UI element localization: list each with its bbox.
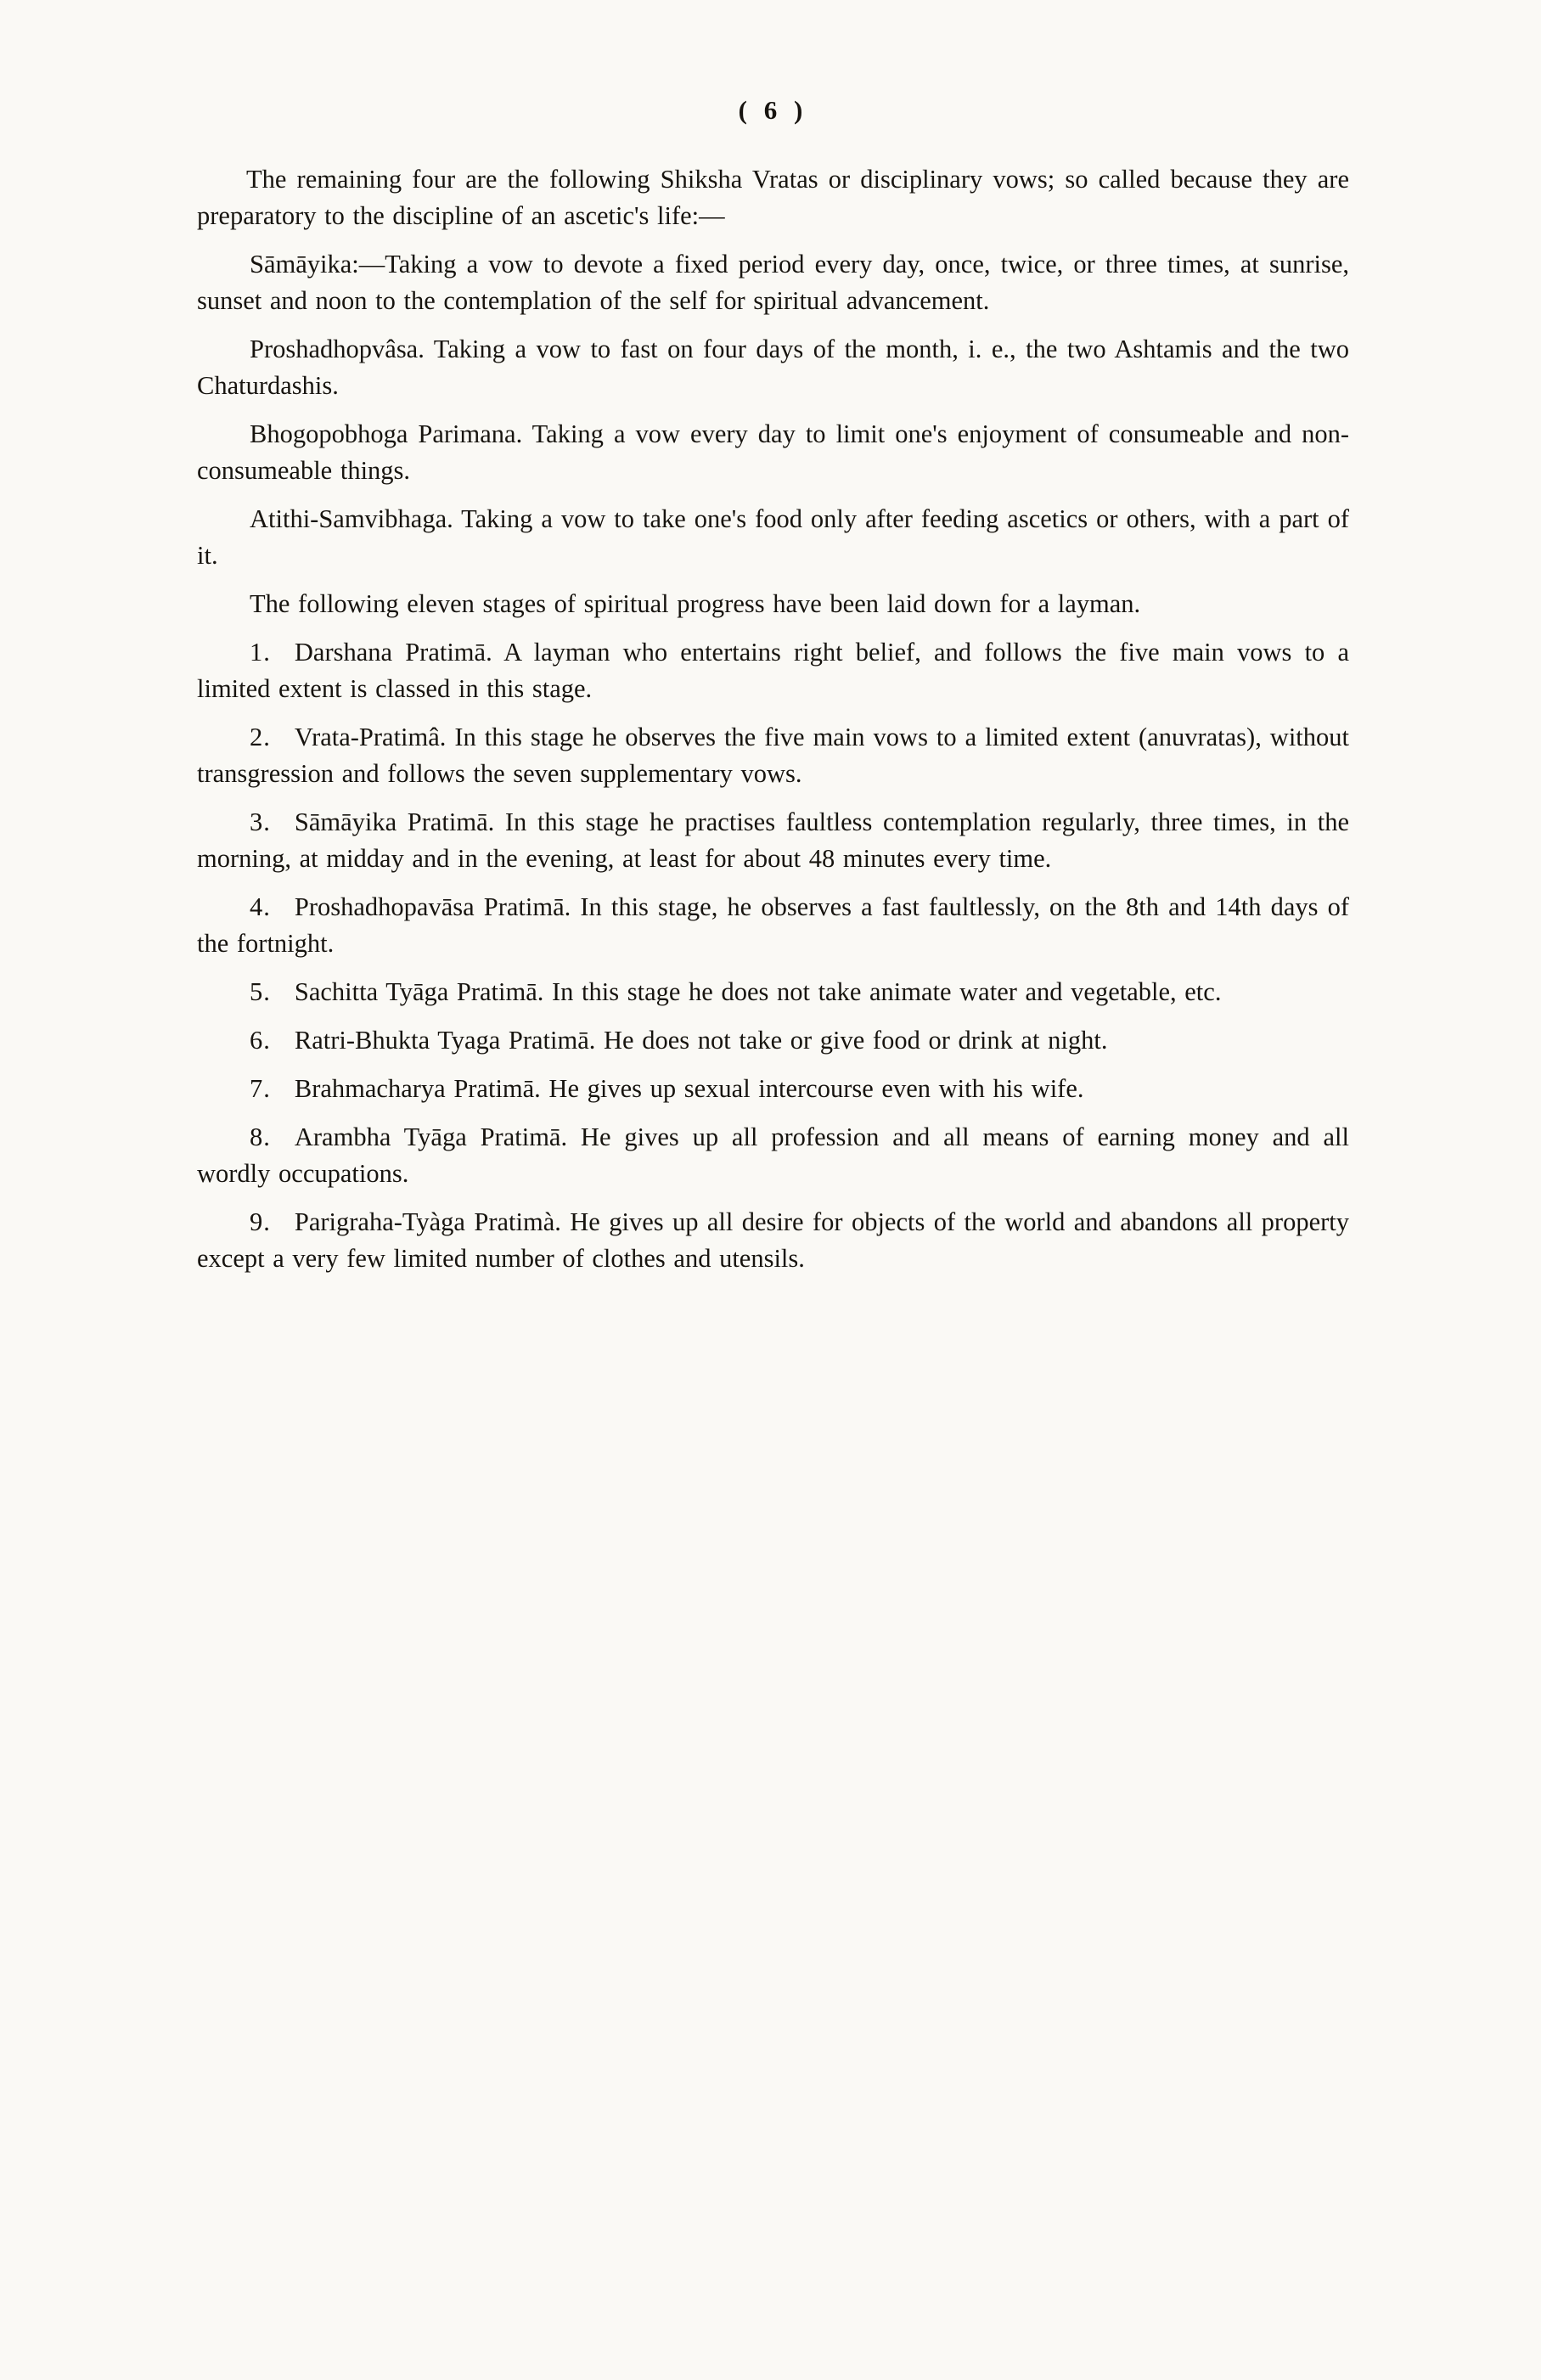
stage-text: Sāmāyika Pratimā. In this stage he practises faultless contemplation regularly, three times, in the morning, at midday and in the evening, at least for about 48 minutes every time. <box>197 807 1349 873</box>
stage-text: Parigraha-Tyàga Pratimà. He gives up all desire for objects of the world and abandons all property except a very few limited number of clothes and utensils. <box>197 1207 1349 1273</box>
stage-number: 1. <box>250 638 271 667</box>
paragraph-samayika: Sāmāyika:—Taking a vow to devote a fixed period every day, once, twice, or three times, at sunrise, sunset and noon to the contemplation of the self for spiritual advancement. <box>197 250 1349 315</box>
stage-item <box>197 1204 1349 1277</box>
paragraph-intro: The remaining four are the following Shiksha Vratas or disciplinary vows; so called because they are preparatory to the discipline of an ascetic's life:— <box>197 165 1349 230</box>
paragraph-proshadhopvasa: Proshadhopvâsa. Taking a vow to fast on four days of the month, i. e., the two Ashtamis and the two Chaturdashis. <box>197 335 1349 400</box>
stage-text: Brahmacharya Pratimā. He gives up sexual intercourse even with his wife. <box>294 1074 1084 1103</box>
stage-number: 9. <box>250 1207 271 1236</box>
paragraph-atithi-samvibhaga: Atithi-Samvibhaga. Taking a vow to take one's food only after feeding ascetics or others, with a part of it. <box>197 504 1349 570</box>
stage-item <box>197 1022 1349 1059</box>
paragraph-eleven-stages: The following eleven stages of spiritual progress have been laid down for a layman. <box>250 589 1141 618</box>
stage-text: Proshadhopavāsa Pratimā. In this stage, he observes a fast faultlessly, on the 8th and 14th days of the fortnight. <box>197 892 1349 958</box>
stage-item <box>197 974 1349 1010</box>
stage-number: 2. <box>250 723 271 751</box>
paragraph-bhogopobhoga: Bhogopobhoga Parimana. Taking a vow every day to limit one's enjoyment of consumeable and non-consumeable things. <box>197 419 1349 485</box>
page-number: ( 6 ) <box>738 95 808 125</box>
stage-number: 3. <box>250 807 271 836</box>
stage-text: Sachitta Tyāga Pratimā. In this stage he does not take animate water and vegetable, etc. <box>294 977 1222 1006</box>
stage-number: 6. <box>250 1026 271 1055</box>
stage-item <box>197 634 1349 707</box>
stages-list <box>197 634 1349 1277</box>
stage-text: Vrata-Pratimâ. In this stage he observes the five main vows to a limited extent (anuvratas), without transgression and follows the seven supplementary vows. <box>197 723 1349 788</box>
stage-item <box>197 1071 1349 1107</box>
stage-number: 8. <box>250 1122 271 1151</box>
stage-item <box>197 804 1349 877</box>
stage-item <box>197 889 1349 962</box>
stage-text: Darshana Pratimā. A layman who entertains right belief, and follows the five main vows to a limited extent is classed in this stage. <box>197 638 1349 703</box>
stage-item <box>197 1119 1349 1192</box>
stage-text: Arambha Tyāga Pratimā. He gives up all profession and all means of earning money and all wordly occupations. <box>197 1122 1349 1188</box>
stage-text: Ratri-Bhukta Tyaga Pratimā. He does not take or give food or drink at night. <box>294 1026 1108 1055</box>
stage-number: 7. <box>250 1074 271 1103</box>
stage-number: 4. <box>250 892 271 921</box>
stage-number: 5. <box>250 977 271 1006</box>
stage-item <box>197 719 1349 792</box>
